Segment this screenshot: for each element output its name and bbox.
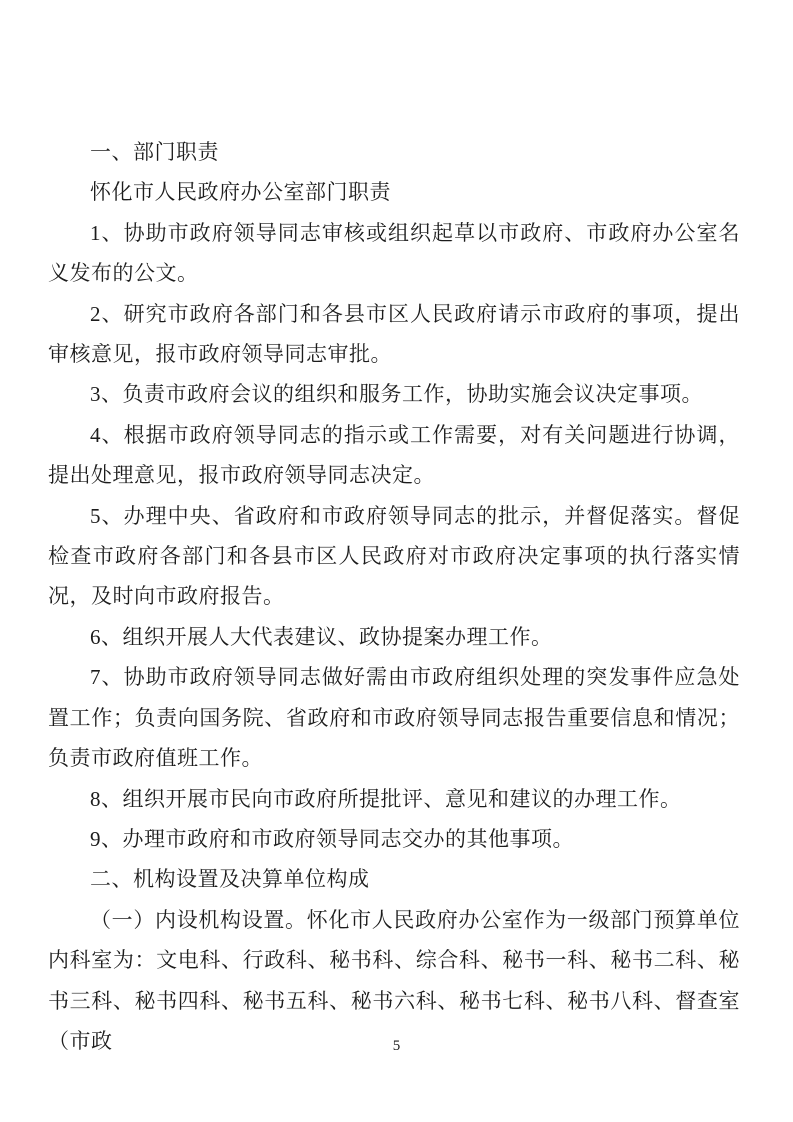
paragraph-duty-1: 1、协助市政府领导同志审核或组织起草以市政府、市政府办公室名义发布的公文。 (48, 220, 740, 286)
paragraph-duty-4: 4、根据市政府领导同志的指示或工作需要，对有关问题进行协调，提出处理意见，报市政府领导同志决定。 (48, 422, 740, 488)
paragraph-duty-9: 9、办理市政府和市政府领导同志交办的其他事项。 (90, 826, 574, 851)
paragraph-duty-2: 2、研究市政府各部门和各县市区人民政府请示市政府的事项，提出审核意见，报市政府领导同志审批。 (48, 301, 740, 367)
paragraph-duty-3: 3、负责市政府会议的组织和服务工作，协助实施会议决定事项。 (90, 382, 703, 407)
page-number: 5 (392, 1038, 401, 1054)
paragraph-duty-7: 7、协助市政府领导同志做好需由市政府组织处理的突发事件应急处置工作；负责向国务院、省政府和市政府领导同志报告重要信息和情况；负责市政府值班工作。 (48, 665, 740, 771)
document-body (48, 132, 740, 1061)
heading-section-1: 一、部门职责 (90, 140, 219, 164)
paragraph-duty-8: 8、组织开展市民向市政府所提批评、意见和建议的办理工作。 (90, 786, 682, 811)
paragraph-duty-5: 5、办理中央、省政府和市政府领导同志的批示，并督促落实。督促检查市政府各部门和各县市区人民政府对市政府决定事项的执行落实情况，及时向市政府报告。 (48, 503, 740, 609)
paragraph-duty-6: 6、组织开展人大代表建议、政协提案办理工作。 (90, 624, 553, 649)
subheading-office-duties: 怀化市人民政府办公室部门职责 (90, 180, 391, 205)
heading-section-2: 二、机构设置及决算单位构成 (90, 867, 370, 892)
paragraph-org-setup: （一）内设机构设置。怀化市人民政府办公室作为一级部门预算单位内科室为：文电科、行政科、秘书科、综合科、秘书一科、秘书二科、秘书三科、秘书四科、秘书五科、秘书六科、秘书七科、秘书八科、督查室（市政 (48, 907, 740, 1053)
